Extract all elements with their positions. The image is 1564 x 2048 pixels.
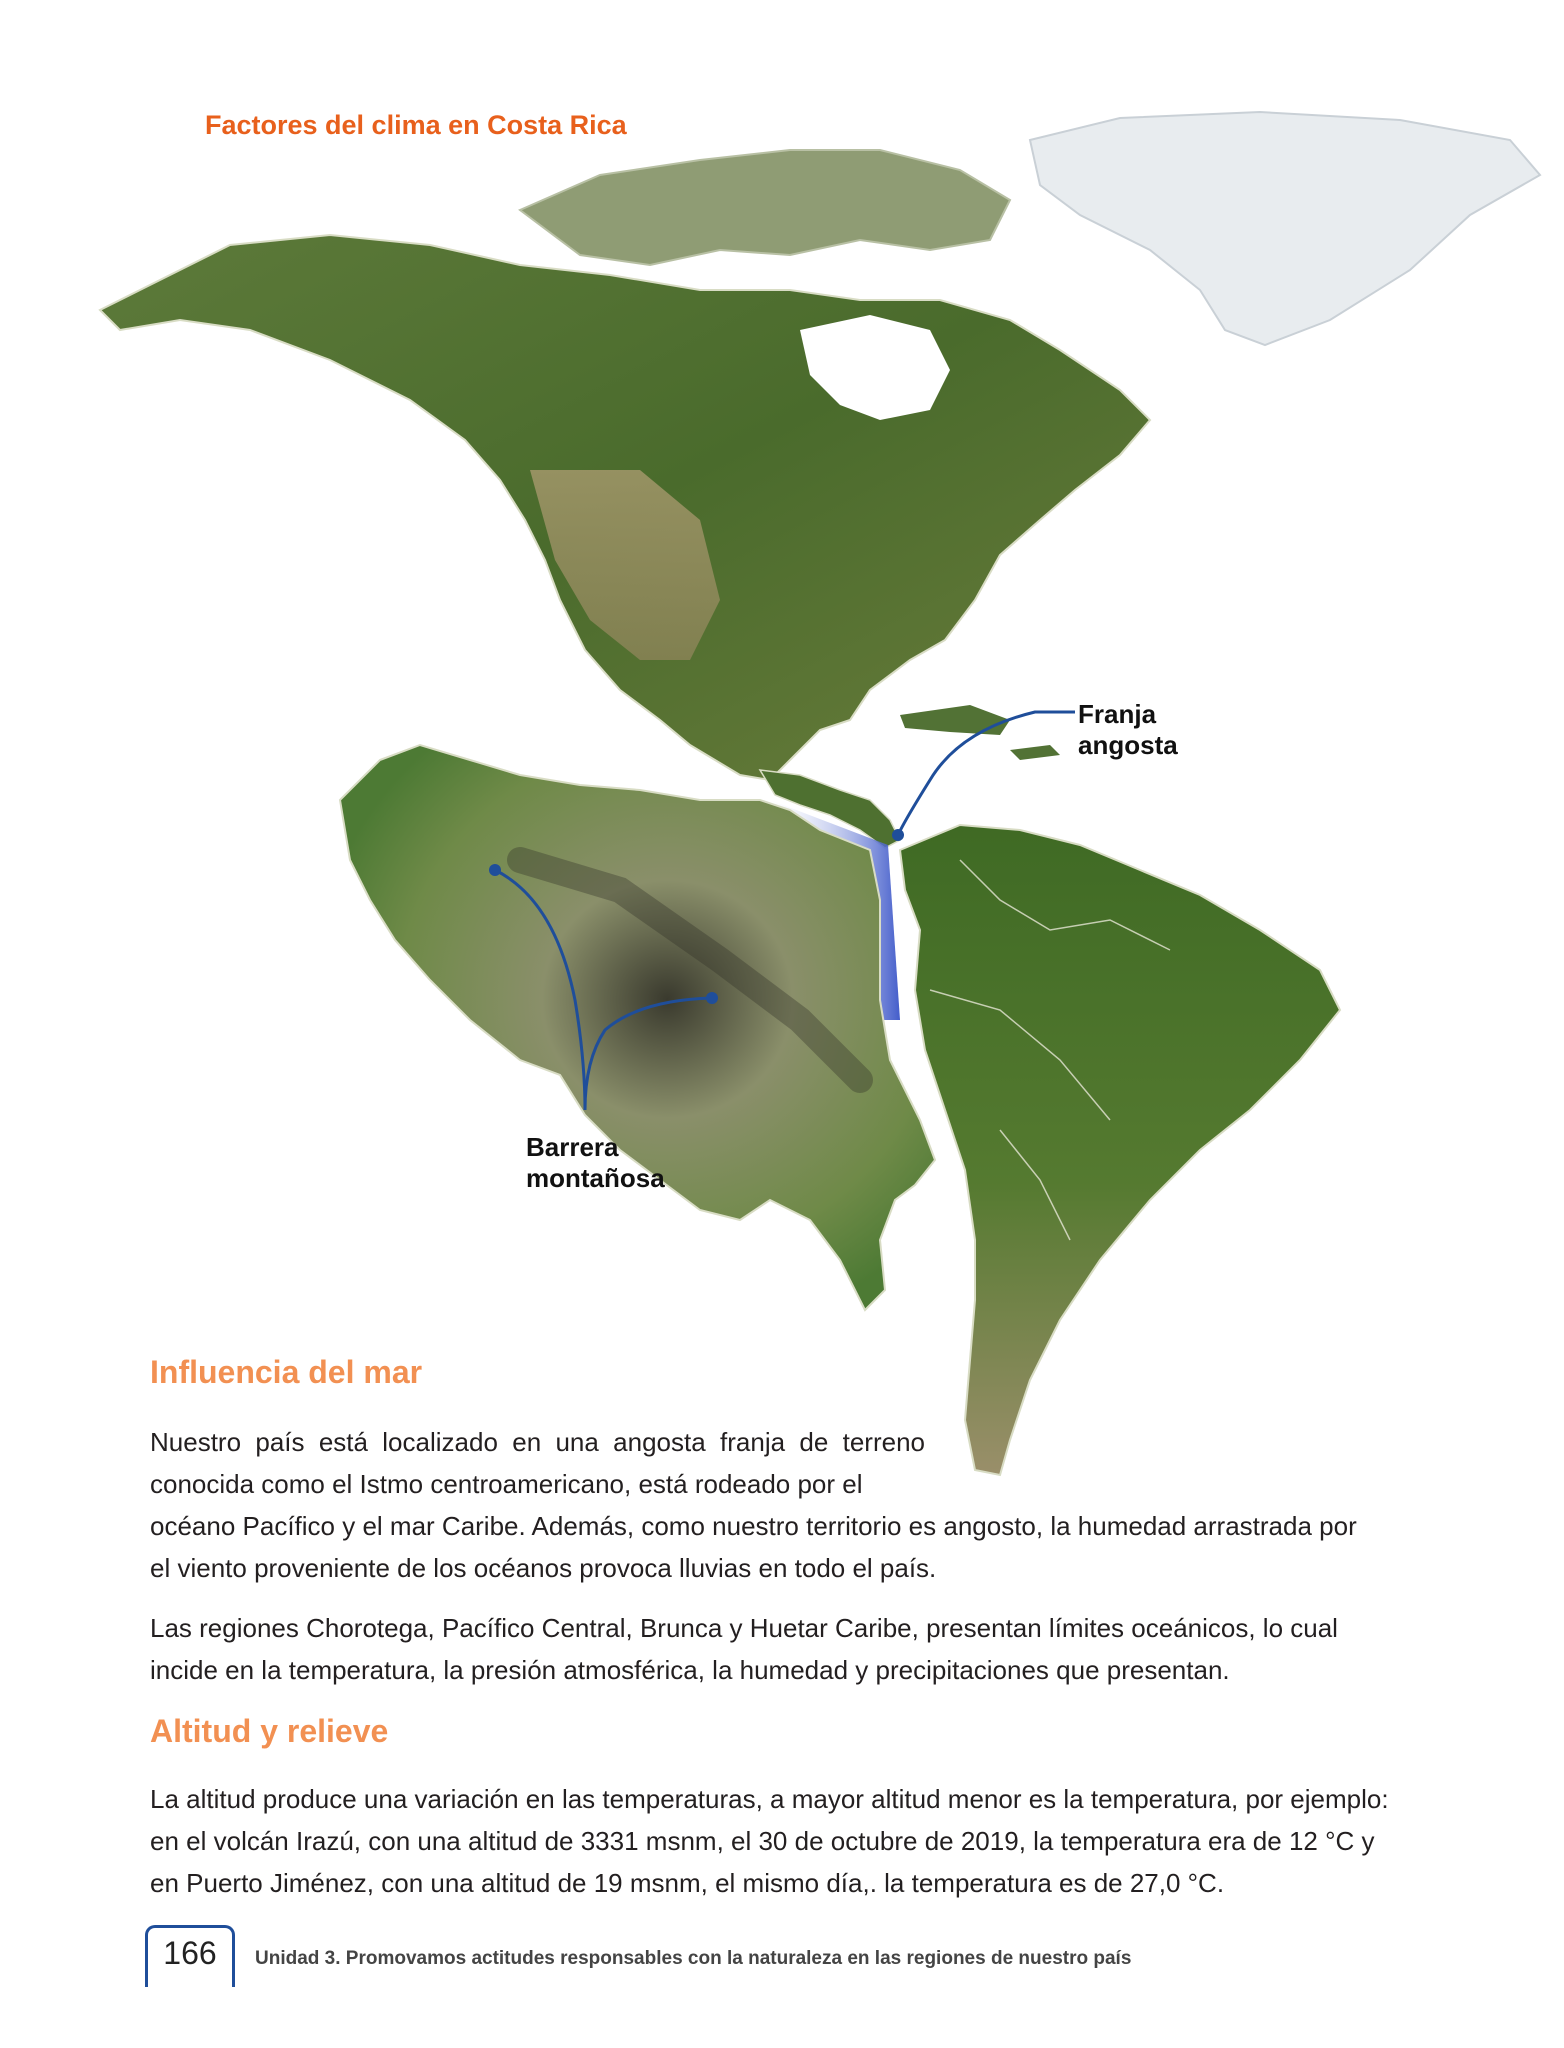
south-america-landmass — [900, 825, 1340, 1475]
arctic-islands — [520, 150, 1010, 265]
callout-line: montañosa — [526, 1163, 665, 1193]
page-number: 166 — [163, 1935, 217, 1971]
callout-line: Franja — [1078, 699, 1157, 729]
callout-barrera-montanosa — [526, 1132, 665, 1194]
paragraph-influencia-2: Las regiones Chorotega, Pacífico Central, Brunca y Huetar Caribe, presentan límites oceánicos, lo cual incide en la temperatura, la presión atmosférica, la humedad y precipitaciones que presentan. — [150, 1613, 1338, 1685]
paragraph-altitud-1: La altitud produce una variación en las temperaturas, a mayor altitud menor es la temperatura, por ejemplo: en el volcán Irazú, con una altitud de 3331 msnm, el 30 de octubre de 2019, la temperatura era de 12 °C y en Puerto Jiménez, con una altitud de 19 msnm, el mismo día,. la temperatura es de 27,0 °C. — [150, 1784, 1389, 1898]
section-heading-influencia-del-mar: Influencia del mar — [150, 1354, 423, 1390]
greenland-landmass — [1030, 112, 1540, 345]
franja-leader-line — [898, 712, 1075, 835]
footer-unit-title: Unidad 3. Promovamos actitudes responsables con la naturaleza en las regiones de nuestro país — [255, 1948, 1132, 1969]
section-heading-altitud-y-relieve: Altitud y relieve — [150, 1713, 389, 1749]
callout-line: angosta — [1078, 730, 1178, 760]
paragraph-wrapped-part: Nuestro país está localizado en una angosta franja de terreno conocida como el Istmo centroamericano, está rodeado por el — [150, 1427, 925, 1499]
callout-franja-angosta — [1078, 699, 1178, 761]
callout-line: Barrera — [526, 1132, 619, 1162]
caribbean-islands — [900, 705, 1010, 735]
paragraph-influencia-1 — [150, 1421, 1380, 1589]
franja-leader-dot — [892, 829, 904, 841]
figure-title: Factores del clima en Costa Rica — [205, 110, 627, 140]
barrera-leader-dot-1 — [489, 864, 501, 876]
barrera-leader-dot-2 — [706, 992, 718, 1004]
paragraph-continued-part: océano Pacífico y el mar Caribe. Además, como nuestro territorio es angosto, la humedad arrastrada por el viento proveniente de los océanos provoca lluvias en todo el país. — [150, 1511, 1357, 1583]
